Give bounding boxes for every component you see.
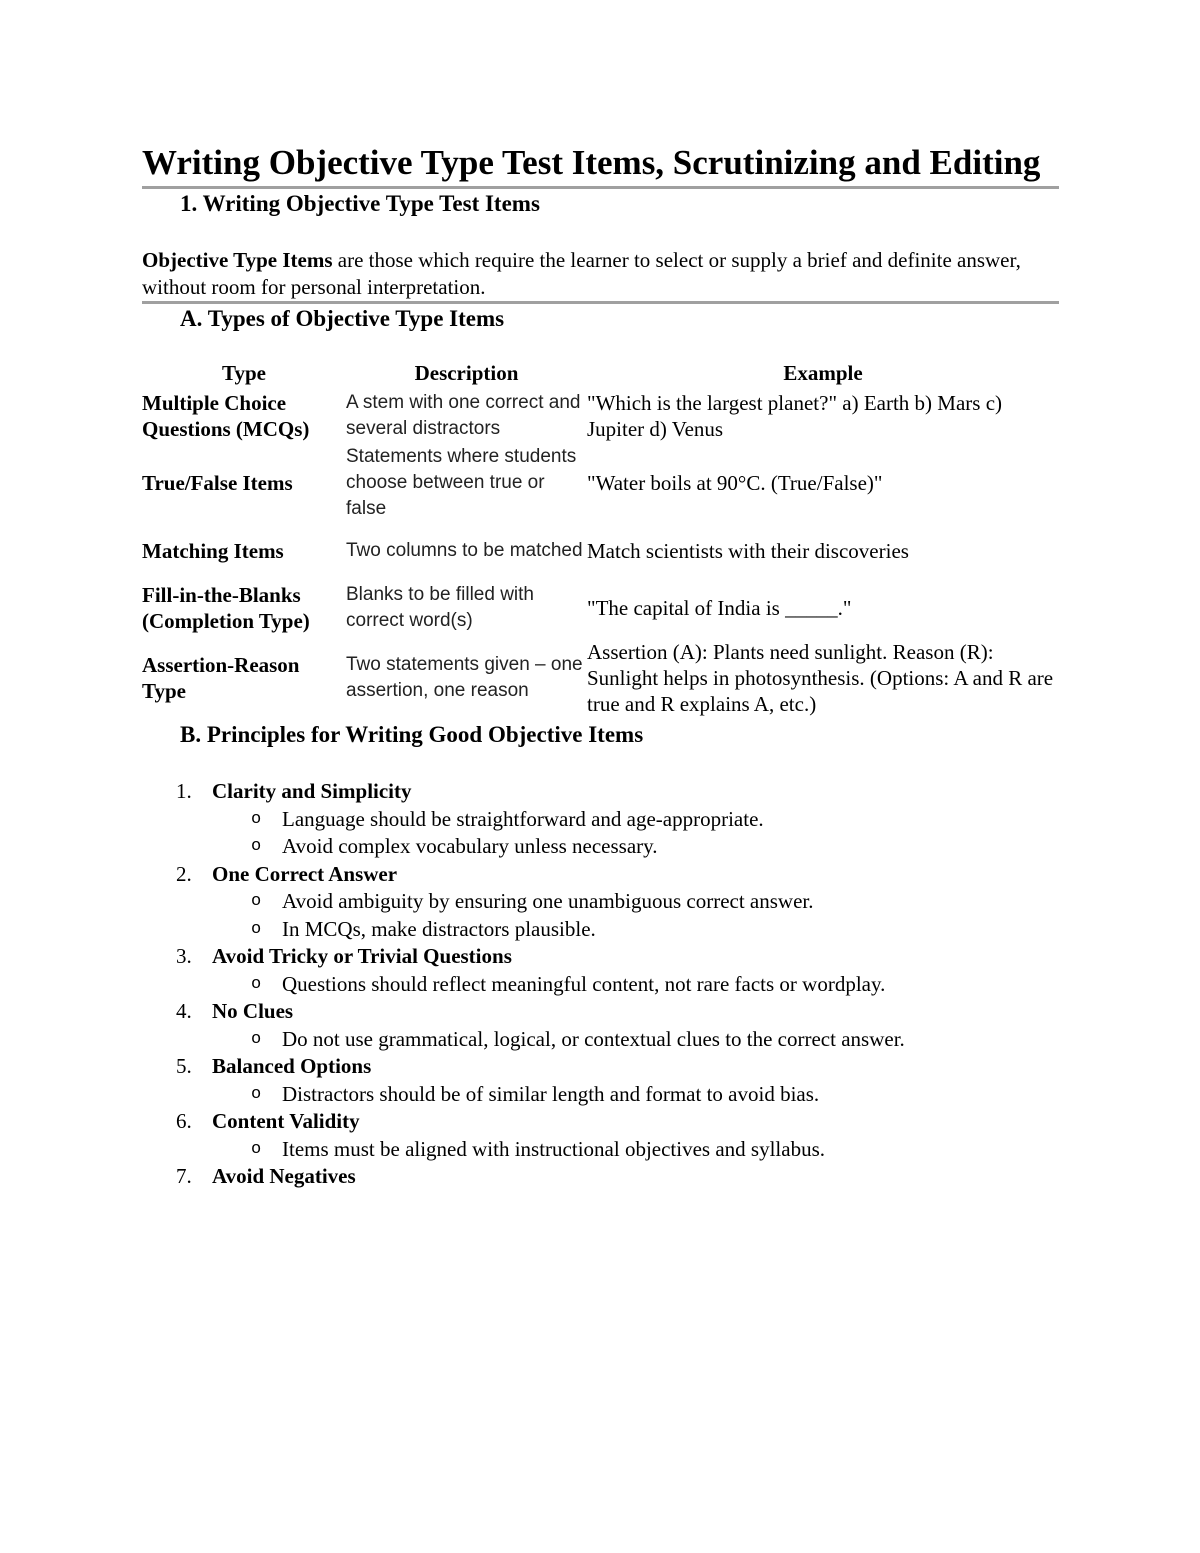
point-text: Avoid complex vocabulary unless necessary. xyxy=(282,834,658,858)
list-item xyxy=(212,833,1059,861)
table-row xyxy=(142,522,1059,580)
point-text: Do not use grammatical, logical, or contextual clues to the correct answer. xyxy=(282,1026,905,1051)
principle-number: 1. xyxy=(176,779,192,803)
point-text: Items must be aligned with instructional objectives and syllabus. xyxy=(282,1136,825,1161)
list-item xyxy=(212,888,1059,916)
point-text: Questions should reflect meaningful content, not rare facts or wordplay. xyxy=(282,971,886,996)
point-text: In MCQs, make distractors plausible. xyxy=(282,916,596,941)
table-header-example: Example xyxy=(783,361,863,385)
table-header-type: Type xyxy=(222,361,266,385)
type-cell: Fill-in-the-Blanks (Completion Type) xyxy=(142,583,310,633)
document-title: Writing Objective Type Test Items, Scrutinizing and Editing xyxy=(142,143,1041,182)
bullet-icon: o xyxy=(251,809,262,829)
list-item xyxy=(212,916,1059,944)
principle-number: 2. xyxy=(176,861,192,886)
sub-points xyxy=(212,1026,1059,1054)
section-a-heading: A. Types of Objective Type Items xyxy=(180,306,505,331)
table-row xyxy=(142,636,1059,720)
list-item xyxy=(142,778,1059,861)
document-page xyxy=(142,140,1059,1191)
principle-title: One Correct Answer xyxy=(212,861,398,886)
description-cell: Blanks to be filled with correct word(s) xyxy=(346,584,534,631)
table-row xyxy=(142,444,1059,522)
list-item xyxy=(212,1081,1059,1109)
principle-title: Clarity and Simplicity xyxy=(212,779,412,803)
sub-points xyxy=(212,1136,1059,1164)
example-cell: "Water boils at 90°C. (True/False)" xyxy=(587,471,883,495)
principle-number: 4. xyxy=(176,999,192,1023)
list-item xyxy=(142,1163,1059,1191)
type-cell: Multiple Choice Questions (MCQs) xyxy=(142,391,310,441)
list-item xyxy=(212,1026,1059,1054)
list-item xyxy=(142,1053,1059,1108)
principle-number: 7. xyxy=(176,1164,192,1188)
principle-number: 3. xyxy=(176,944,192,968)
section-1-heading: 1. Writing Objective Type Test Items xyxy=(180,191,540,216)
description-cell: Two columns to be matched xyxy=(346,540,583,561)
intro-text: are those which require the learner to select or supply a brief and definite answer, without room for personal interpretation. xyxy=(142,248,1021,299)
example-cell: "Which is the largest planet?" a) Earth b) Mars c) Jupiter d) Venus xyxy=(587,391,1003,441)
principle-title: No Clues xyxy=(212,999,294,1023)
point-text: Avoid ambiguity by ensuring one unambiguous correct answer. xyxy=(282,889,814,913)
example-cell: Match scientists with their discoveries xyxy=(587,539,909,563)
description-cell: Statements where students choose between true or false xyxy=(346,446,577,519)
table-header-description: Description xyxy=(414,361,519,385)
sub-points xyxy=(212,1081,1059,1109)
types-table xyxy=(142,358,1059,720)
bullet-icon: o xyxy=(251,919,262,939)
intro-term: Objective Type Items xyxy=(142,248,333,272)
principle-title: Avoid Tricky or Trivial Questions xyxy=(212,944,512,968)
intro-paragraph xyxy=(142,247,1059,301)
example-cell: Assertion (A): Plants need sunlight. Reason (R): Sunlight helps in photosynthesis. (Options: A and R are true and R explains A, etc.) xyxy=(587,640,1054,716)
example-cell: "The capital of India is _____." xyxy=(587,596,852,620)
sub-points xyxy=(212,806,1059,861)
list-item xyxy=(142,998,1059,1053)
table-row xyxy=(142,580,1059,636)
list-item xyxy=(212,1136,1059,1164)
sub-points xyxy=(212,971,1059,999)
point-text: Distractors should be of similar length and format to avoid bias. xyxy=(282,1081,820,1106)
bullet-icon: o xyxy=(251,892,262,911)
list-item xyxy=(212,971,1059,999)
list-item xyxy=(142,861,1059,944)
bullet-icon: o xyxy=(251,1139,262,1159)
bullet-icon: o xyxy=(251,974,262,994)
description-cell: Two statements given – one assertion, one reason xyxy=(346,654,583,701)
type-cell: Matching Items xyxy=(142,539,284,563)
list-item xyxy=(142,1108,1059,1163)
principle-title: Balanced Options xyxy=(212,1054,372,1078)
description-cell: A stem with one correct and several distractors xyxy=(346,392,581,439)
section-b-heading: B. Principles for Writing Good Objective Items xyxy=(180,722,644,747)
list-item xyxy=(142,943,1059,998)
table-row xyxy=(142,388,1059,444)
principle-number: 6. xyxy=(176,1109,192,1133)
table-header-row xyxy=(142,358,1059,388)
type-cell: Assertion-Reason Type xyxy=(142,653,300,703)
principle-title: Avoid Negatives xyxy=(212,1164,356,1188)
principle-title: Content Validity xyxy=(212,1109,360,1133)
list-item xyxy=(212,806,1059,834)
sub-points xyxy=(212,888,1059,943)
type-cell: True/False Items xyxy=(142,471,293,495)
principles-list xyxy=(142,778,1059,1191)
bullet-icon: o xyxy=(251,837,262,856)
point-text: Language should be straightforward and age-appropriate. xyxy=(282,806,764,831)
bullet-icon: o xyxy=(251,1029,262,1049)
principle-number: 5. xyxy=(176,1054,192,1078)
bullet-icon: o xyxy=(251,1084,262,1104)
